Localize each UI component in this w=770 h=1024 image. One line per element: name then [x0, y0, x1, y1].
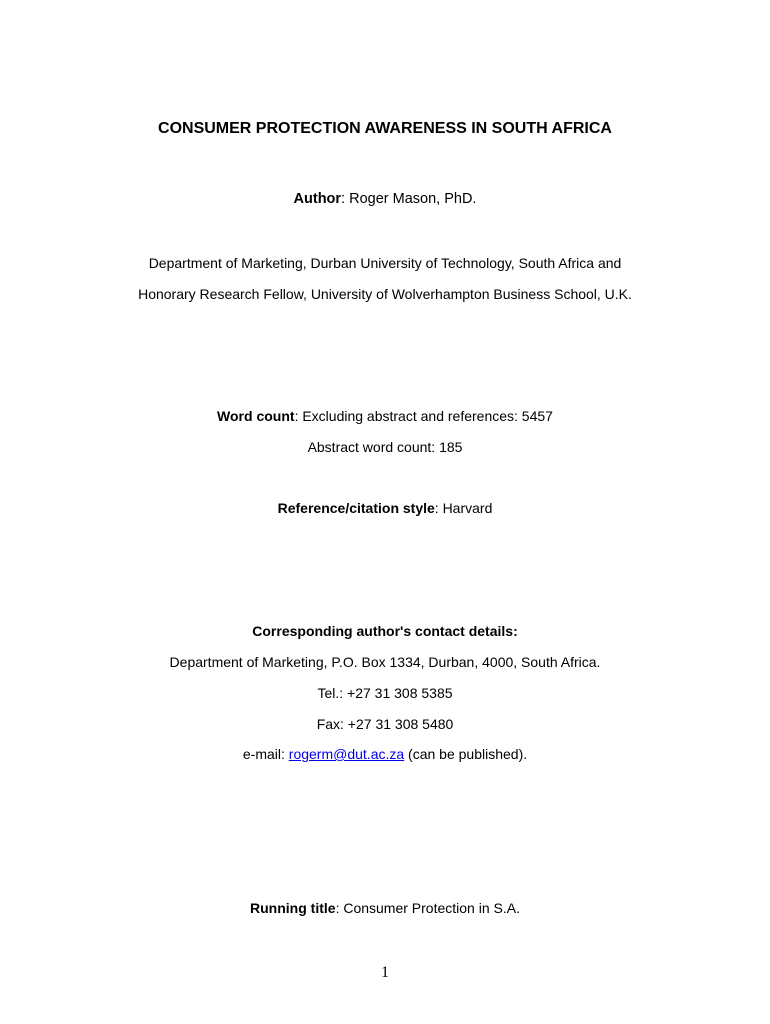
abstract-word-count: Abstract word count: 185: [307, 439, 463, 455]
affiliation-line-1: Department of Marketing, Durban University of Technology, South Africa and: [148, 255, 622, 271]
email-suffix: (can be published).: [404, 746, 528, 762]
author-label: Author: [293, 191, 342, 207]
citation-style-line: [0, 500, 770, 516]
author-name: : Roger Mason, PhD.: [341, 191, 477, 207]
contact-fax: Fax: +27 31 308 5480: [316, 716, 454, 732]
citation-style-value: : Harvard: [434, 500, 493, 516]
contact-tel: Tel.: +27 31 308 5385: [317, 685, 453, 701]
running-title-label: Running title: [250, 900, 336, 916]
running-title-line: [0, 900, 770, 916]
word-count-line: [0, 408, 770, 424]
contact-email-line: [0, 746, 770, 762]
word-count-label: Word count: [217, 408, 295, 424]
affiliation-line-2: Honorary Research Fellow, University of Wolverhampton Business School, U.K.: [138, 286, 632, 302]
citation-style-label: Reference/citation style: [277, 500, 435, 516]
running-title-value: : Consumer Protection in S.A.: [335, 900, 520, 916]
author-line: [0, 191, 770, 207]
word-count-value: : Excluding abstract and references: 5457: [294, 408, 553, 424]
contact-heading: Corresponding author's contact details:: [252, 623, 518, 639]
email-link[interactable]: rogerm@dut.ac.za: [288, 746, 405, 762]
email-prefix: e-mail:: [242, 746, 289, 762]
page-number: 1: [381, 964, 389, 981]
document-title: CONSUMER PROTECTION AWARENESS IN SOUTH AFRICA: [158, 120, 612, 137]
contact-address: Department of Marketing, P.O. Box 1334, Durban, 4000, South Africa.: [169, 654, 601, 670]
